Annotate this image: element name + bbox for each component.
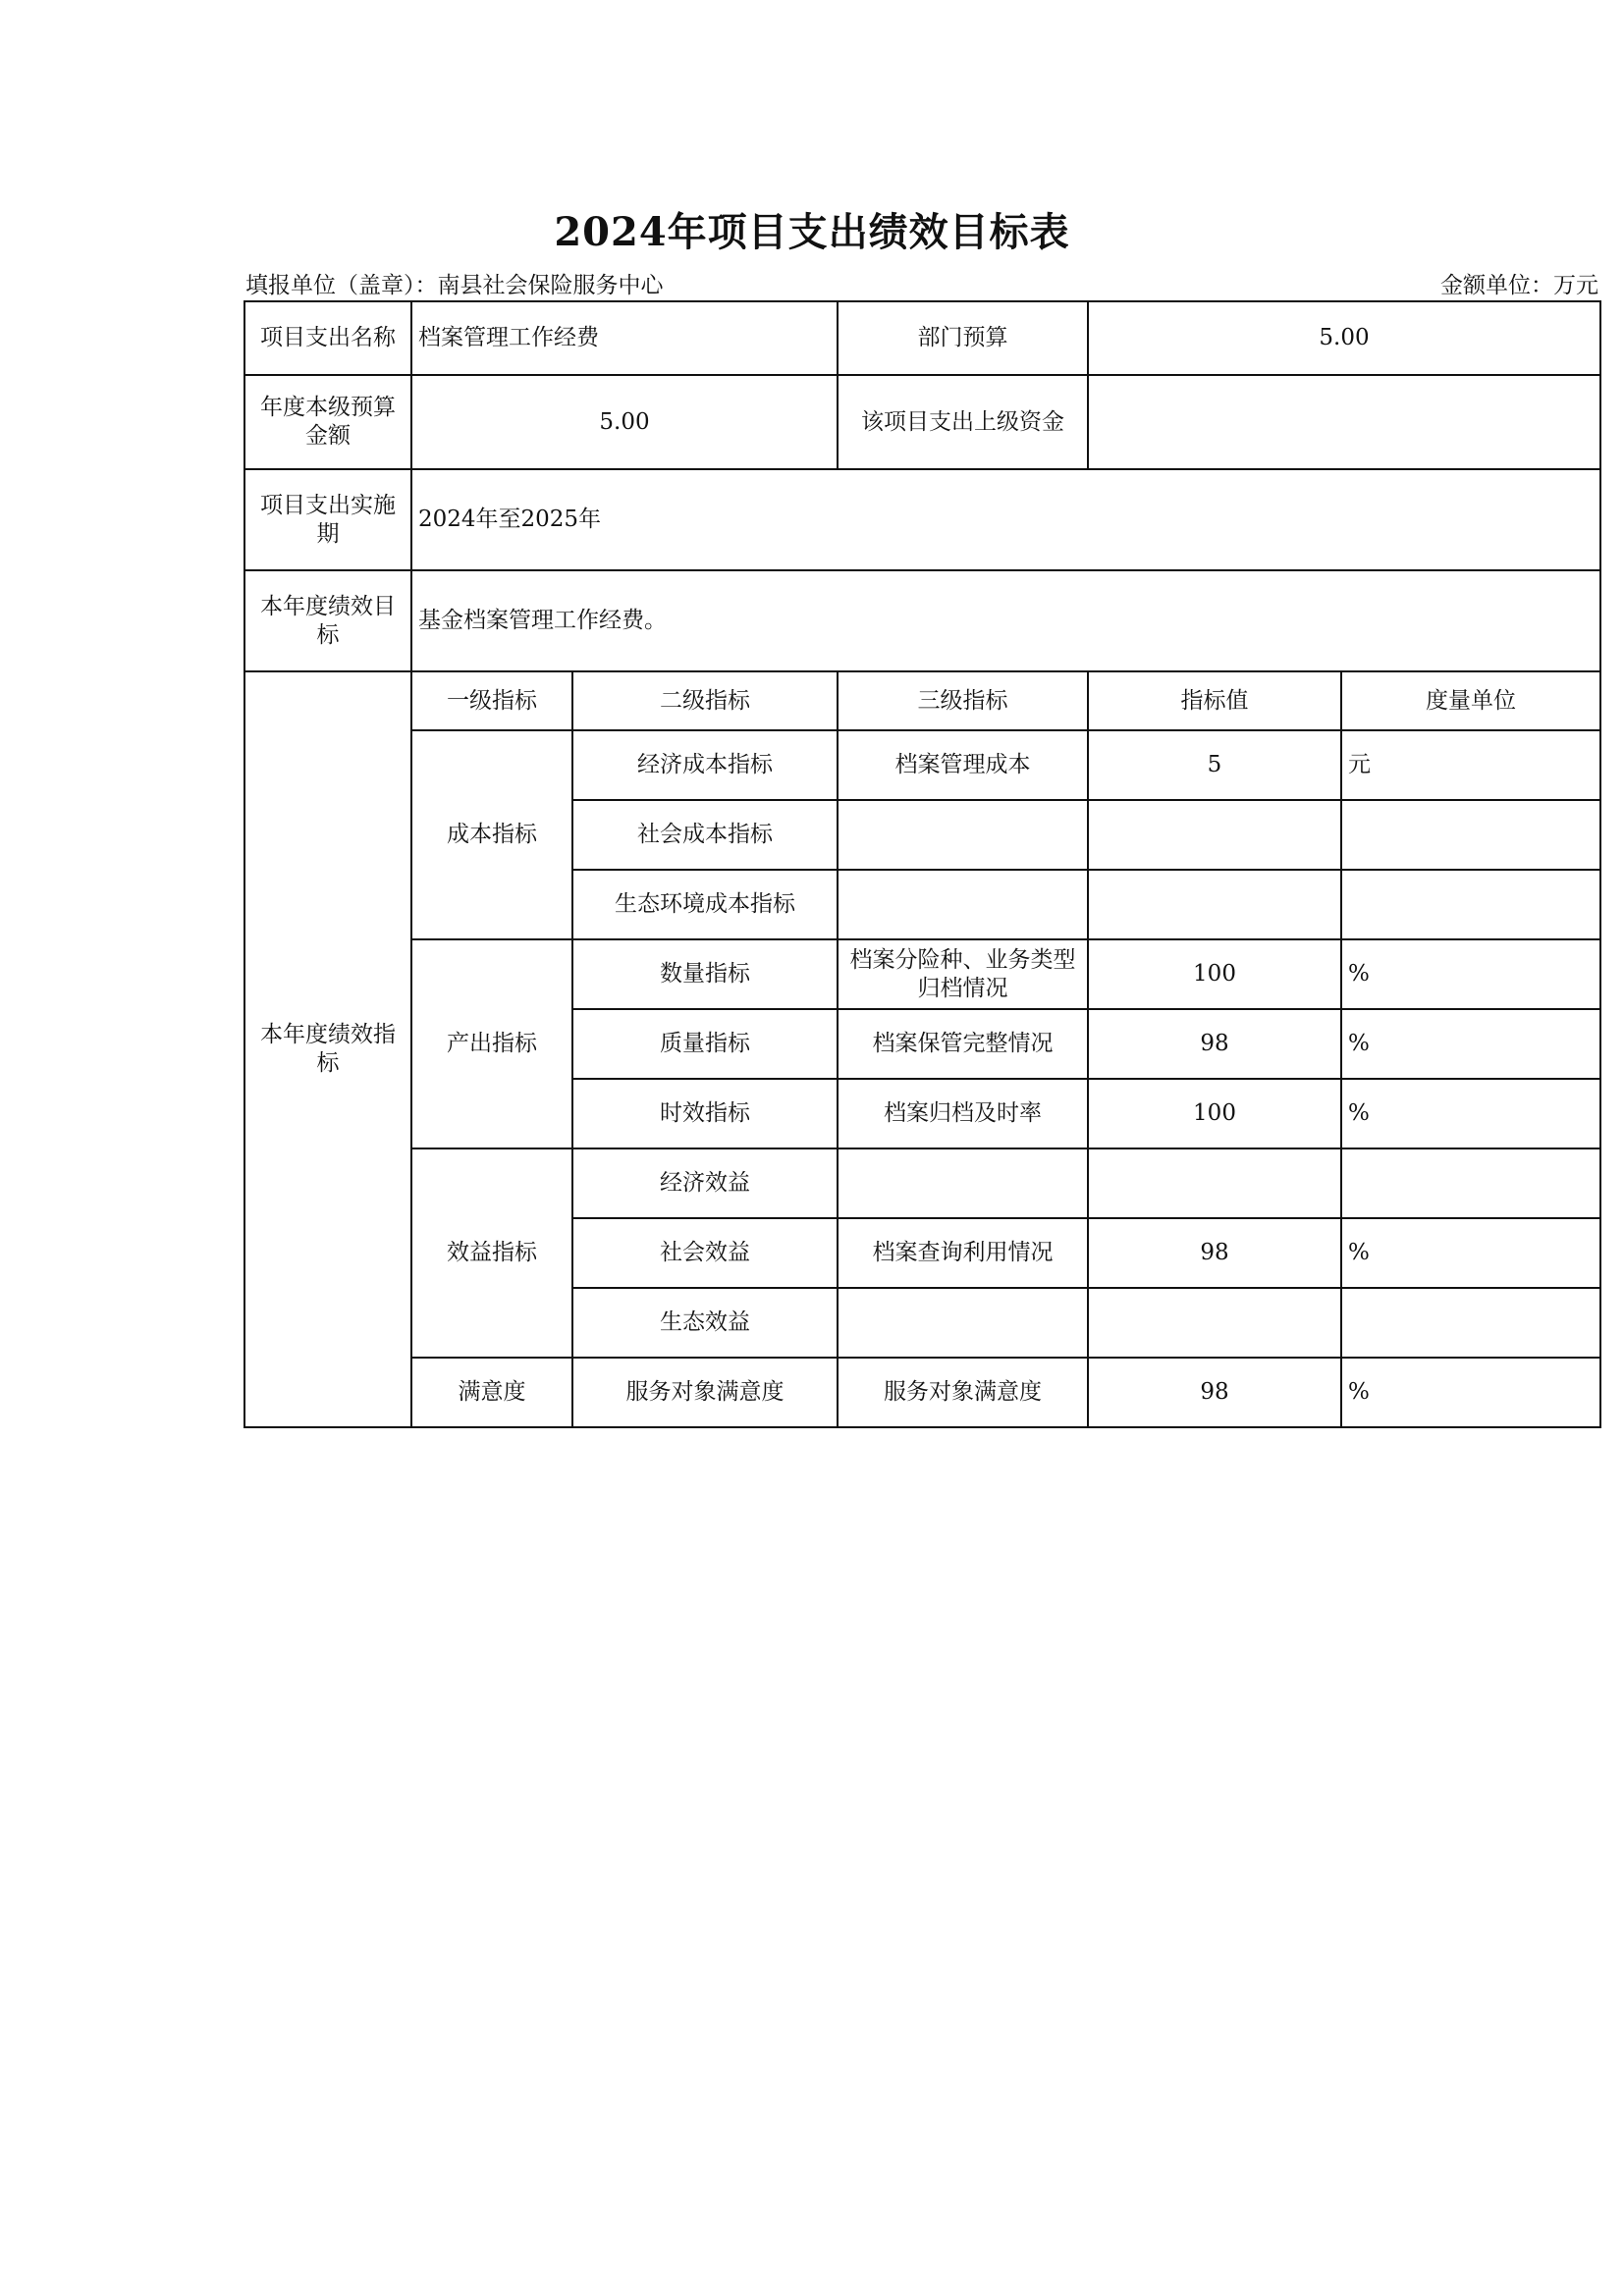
measure-unit xyxy=(1341,1148,1600,1218)
dept-budget-value: 5.00 xyxy=(1088,301,1600,375)
level2-indicator: 生态效益 xyxy=(572,1288,838,1358)
level2-indicator: 时效指标 xyxy=(572,1079,838,1148)
level2-indicator: 经济成本指标 xyxy=(572,730,838,800)
performance-target-table xyxy=(244,300,1601,1428)
col-unit-header: 度量单位 xyxy=(1341,671,1600,730)
level1-indicator: 产出指标 xyxy=(411,939,572,1148)
level2-indicator: 服务对象满意度 xyxy=(572,1358,838,1427)
level1-indicator: 满意度 xyxy=(411,1358,572,1427)
col-level2-header: 二级指标 xyxy=(572,671,838,730)
level3-indicator: 档案分险种、业务类型归档情况 xyxy=(838,939,1088,1009)
annual-budget-value: 5.00 xyxy=(411,375,838,469)
level3-indicator: 档案归档及时率 xyxy=(838,1079,1088,1148)
measure-unit: % xyxy=(1341,1358,1600,1427)
level2-indicator: 社会效益 xyxy=(572,1218,838,1288)
goal-label: 本年度绩效目标 xyxy=(244,570,411,671)
row-annual-budget xyxy=(244,375,1600,469)
indicator-row xyxy=(244,939,1600,1009)
row-project-name xyxy=(244,301,1600,375)
level2-indicator: 数量指标 xyxy=(572,939,838,1009)
annual-budget-label: 年度本级预算金额 xyxy=(244,375,411,469)
upper-funds-label: 该项目支出上级资金 xyxy=(838,375,1088,469)
reporting-unit: 填报单位（盖章）：南县社会保险服务中心 xyxy=(245,273,664,298)
measure-unit: % xyxy=(1341,939,1600,1009)
measure-unit xyxy=(1341,870,1600,939)
upper-funds-value xyxy=(1088,375,1600,469)
indicator-value: 100 xyxy=(1088,939,1341,1009)
period-value: 2024年至2025年 xyxy=(411,469,1600,570)
project-name-label: 项目支出名称 xyxy=(244,301,411,375)
measure-unit xyxy=(1341,1288,1600,1358)
dept-budget-label: 部门预算 xyxy=(838,301,1088,375)
indicator-value: 100 xyxy=(1088,1079,1341,1148)
indicator-section-label: 本年度绩效指标 xyxy=(244,671,411,1427)
indicator-row xyxy=(244,730,1600,800)
indicator-value xyxy=(1088,1288,1341,1358)
indicator-value xyxy=(1088,1148,1341,1218)
col-level3-header: 三级指标 xyxy=(838,671,1088,730)
goal-value: 基金档案管理工作经费。 xyxy=(411,570,1600,671)
indicator-header-row xyxy=(244,671,1600,730)
row-goal xyxy=(244,570,1600,671)
amount-unit: 金额单位：万元 xyxy=(1440,273,1598,298)
indicator-value: 98 xyxy=(1088,1009,1341,1079)
col-value-header: 指标值 xyxy=(1088,671,1341,730)
level1-indicator: 成本指标 xyxy=(411,730,572,939)
measure-unit: 元 xyxy=(1341,730,1600,800)
level3-indicator xyxy=(838,1288,1088,1358)
level3-indicator xyxy=(838,870,1088,939)
measure-unit: % xyxy=(1341,1009,1600,1079)
level3-indicator xyxy=(838,1148,1088,1218)
indicator-row xyxy=(244,1358,1600,1427)
indicator-value xyxy=(1088,800,1341,870)
measure-unit: % xyxy=(1341,1218,1600,1288)
level3-indicator: 档案保管完整情况 xyxy=(838,1009,1088,1079)
level3-indicator: 服务对象满意度 xyxy=(838,1358,1088,1427)
page-title: 2024年项目支出绩效目标表 xyxy=(554,209,1070,255)
level2-indicator: 质量指标 xyxy=(572,1009,838,1079)
level3-indicator: 档案查询利用情况 xyxy=(838,1218,1088,1288)
project-name-value: 档案管理工作经费 xyxy=(411,301,838,375)
level2-indicator: 生态环境成本指标 xyxy=(572,870,838,939)
level2-indicator: 经济效益 xyxy=(572,1148,838,1218)
indicator-value: 98 xyxy=(1088,1218,1341,1288)
indicator-value: 98 xyxy=(1088,1358,1341,1427)
row-period xyxy=(244,469,1600,570)
level3-indicator: 档案管理成本 xyxy=(838,730,1088,800)
indicator-value xyxy=(1088,870,1341,939)
indicator-row xyxy=(244,1148,1600,1218)
level2-indicator: 社会成本指标 xyxy=(572,800,838,870)
measure-unit xyxy=(1341,800,1600,870)
level3-indicator xyxy=(838,800,1088,870)
level1-indicator: 效益指标 xyxy=(411,1148,572,1358)
period-label: 项目支出实施期 xyxy=(244,469,411,570)
indicator-value: 5 xyxy=(1088,730,1341,800)
col-level1-header: 一级指标 xyxy=(411,671,572,730)
measure-unit: % xyxy=(1341,1079,1600,1148)
